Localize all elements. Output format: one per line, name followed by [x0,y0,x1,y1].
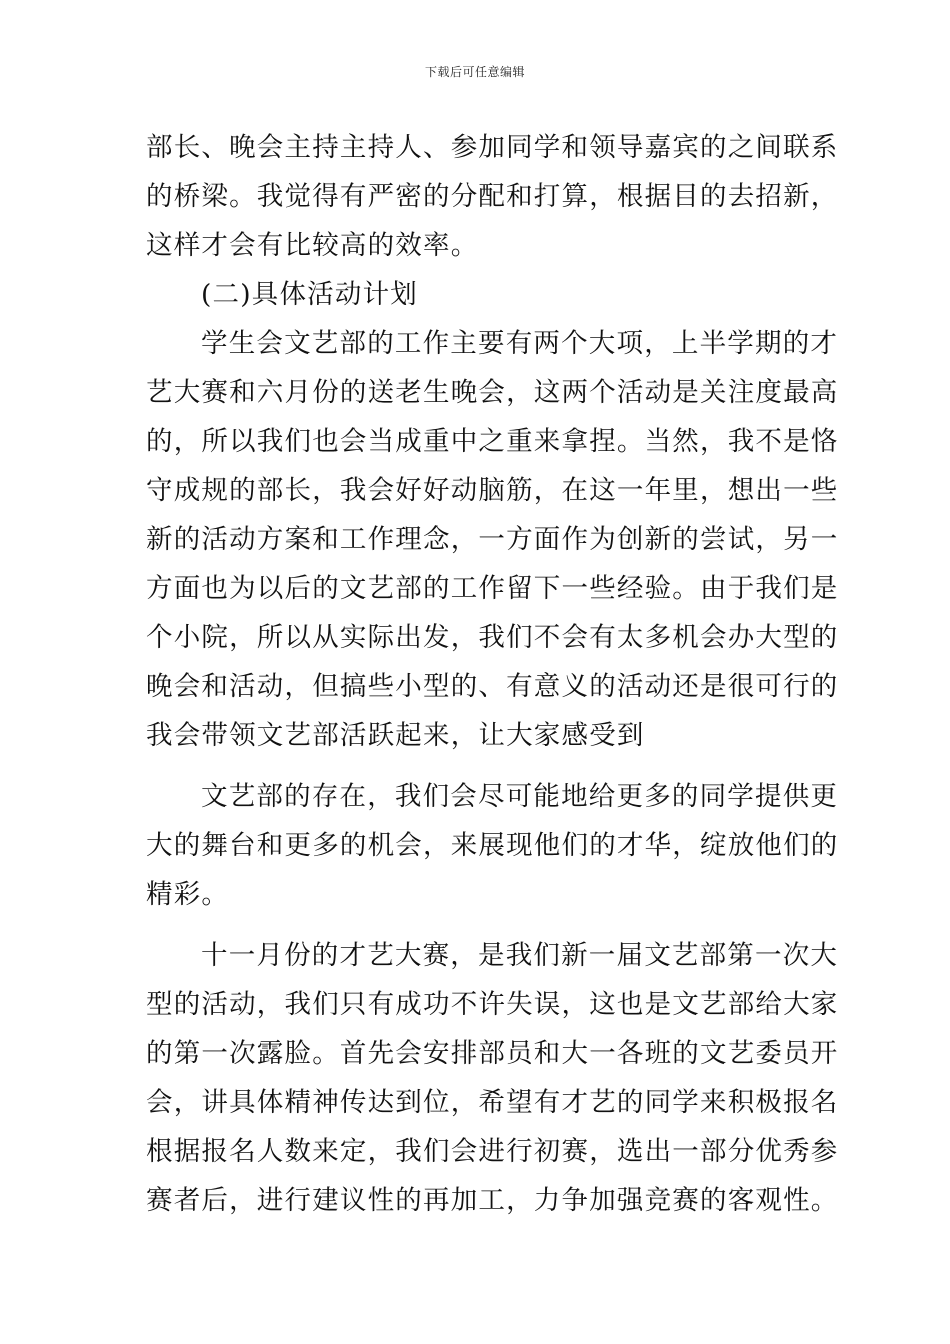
text-line: 我会带领文艺部活跃起来，让大家感受到 [146,720,645,751]
page-header-note: 下载后可任意编辑 [424,65,525,79]
text-line: 赛者后，进行建议性的再加工，力争加强竞赛的客观性。 [146,1185,839,1216]
text-line: 晚会和活动，但搞些小型的、有意义的活动还是很可行的 [146,671,839,702]
paragraph-gap [146,765,814,777]
heading-line: (二)具体活动计划 [201,279,418,310]
text-line: 大的舞台和更多的机会，来展现他们的才华，绽放他们的 [146,830,839,861]
section-heading [146,275,814,324]
text-line: 型的活动，我们只有成功不许失误，这也是文艺部给大家 [146,989,839,1020]
text-line: 精彩。 [146,879,230,910]
paragraph-gap [146,924,814,936]
text-line: 方面也为以后的文艺部的工作留下一些经验。由于我们是 [146,573,839,604]
text-line: 守成规的部长，我会好好动脑筋，在这一年里，想出一些 [146,475,839,506]
text-line: 的桥梁。我觉得有严密的分配和打算，根据目的去招新， [146,181,839,212]
text-line: 的第一次露脸。首先会安排部员和大一各班的文艺委员开 [146,1038,839,1069]
paragraph-4 [146,936,839,1230]
text-line: 艺大赛和六月份的送老生晚会，这两个活动是关注度最高 [146,377,839,408]
text-line: 文艺部的存在，我们会尽可能地给更多的同学提供更 [201,781,839,812]
text-line: 这样才会有比较高的效率。 [146,230,479,261]
text-line: 十一月份的才艺大赛，是我们新一届文艺部第一次大 [201,940,839,971]
text-line: 学生会文艺部的工作主要有两个大项，上半学期的才 [201,328,839,359]
text-line: 部长、晚会主持主持人、参加同学和领导嘉宾的之间联系 [146,132,839,163]
document-body [146,128,839,1230]
paragraph-1 [146,128,839,275]
paragraph-2 [146,324,839,765]
text-line: 新的活动方案和工作理念，一方面作为创新的尝试，另一 [146,524,839,555]
text-line: 会，讲具体精神传达到位，希望有才艺的同学来积极报名 [146,1087,839,1118]
text-line: 的，所以我们也会当成重中之重来拿捏。当然，我不是恪 [146,426,839,457]
paragraph-3 [146,777,839,924]
text-line: 个小院，所以从实际出发，我们不会有太多机会办大型的 [146,622,839,653]
text-line: 根据报名人数来定，我们会进行初赛，选出一部分优秀参 [146,1136,839,1167]
